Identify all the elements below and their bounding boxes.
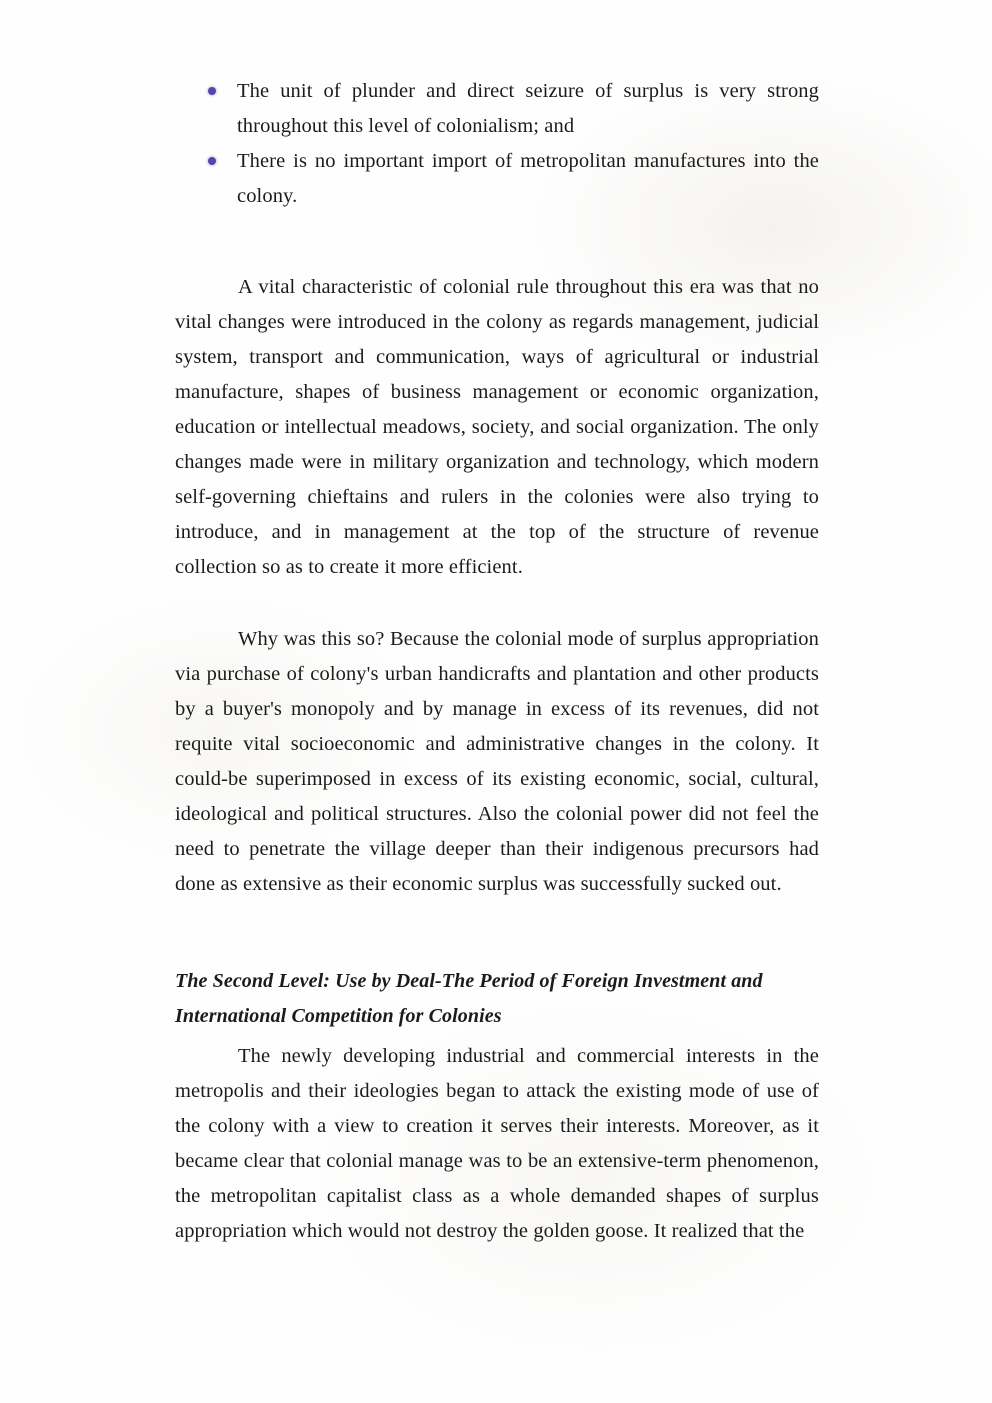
list-item: [175, 74, 819, 144]
spacer: [175, 214, 819, 270]
list-item-text: The unit of plunder and direct seizure of surplus is very strong throughout this level of colonialism; and: [237, 80, 819, 137]
paragraph-colonial-rule: A vital characteristic of colonial rule throughout this era was that no vital changes were introduced in the colony as regards management, judicial system, transport and communication, ways of agricultural or industrial manufacture, shapes of business management or economic organization, education or intellectual meadows, society, and social organization. The only changes made were in military organization and technology, which modern self-governing chieftains and rulers in the colonies were also trying to introduce, and in management at the top of the structure of revenue collection so as to create it more efficient.: [175, 276, 819, 578]
bullet-list: [175, 74, 819, 214]
list-item: [175, 144, 819, 214]
spacer: [175, 902, 819, 964]
spacer: [175, 585, 819, 622]
page-content: [175, 74, 819, 1249]
list-item-text: There is no important import of metropolitan manufactures into the colony.: [237, 150, 819, 207]
paragraph-surplus-appropriation: Why was this so? Because the colonial mode of surplus appropriation via purchase of colony's urban handicrafts and plantation and other products by a buyer's monopoly and by manage in excess of its revenues, did not requite vital socioeconomic and administrative changes in the colony. It could-be superimposed in excess of its existing economic, social, cultural, ideological and political structures. Also the colonial power did not feel the need to penetrate the village deeper than their indigenous precursors had done as extensive as their economic surplus was successfully sucked out.: [175, 628, 819, 895]
bullet-dot-icon: [208, 157, 216, 165]
section-heading: The Second Level: Use by Deal-The Period of Foreign Investment and International Competition for Colonies: [175, 970, 763, 1027]
paragraph-industrial-interests: The newly developing industrial and commercial interests in the metropolis and their ideologies began to attack the existing mode of use of the colony with a view to creation it serves their interests. Moreover, as it became clear that colonial manage was to be an extensive-term phenomenon, the metropolitan capitalist class as a whole demanded shapes of surplus appropriation which would not destroy the golden goose. It realized that the: [175, 1045, 819, 1242]
bullet-dot-icon: [208, 87, 216, 95]
